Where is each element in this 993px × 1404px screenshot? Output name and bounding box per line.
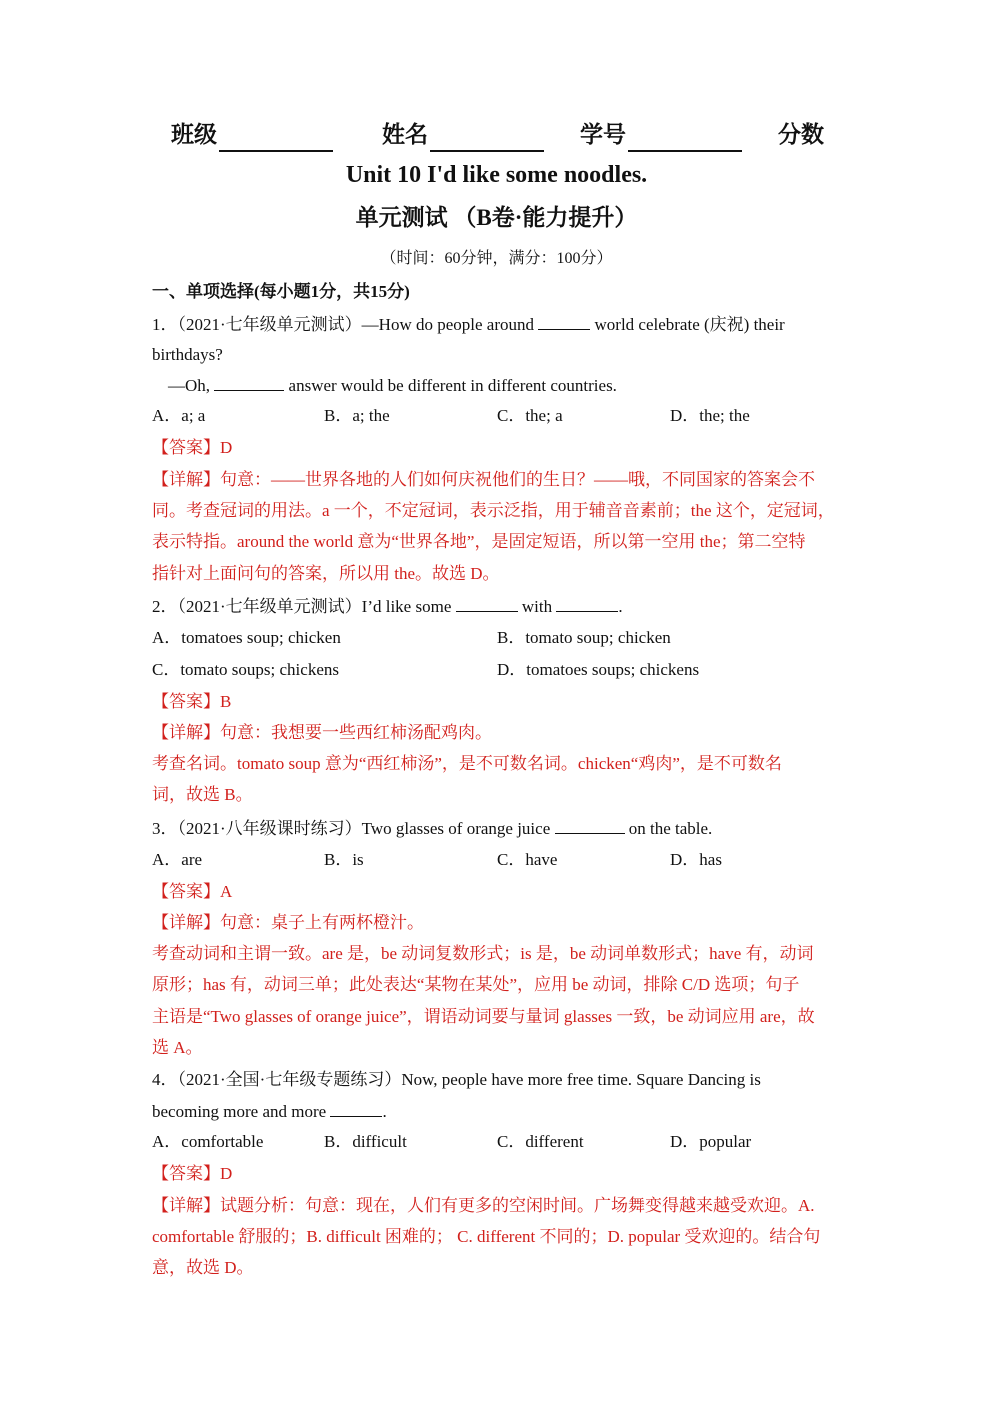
class-label: 班级 <box>171 122 217 147</box>
name-label: 姓名 <box>382 122 428 147</box>
q2-option-c: C．tomato soups; chickens <box>152 660 339 679</box>
q4-answer: 【答案】D <box>152 1164 233 1183</box>
student-id-blank[interactable] <box>628 124 742 152</box>
q1-answer: 【答案】D <box>152 438 233 457</box>
q1-option-d: D．the; the <box>670 406 750 425</box>
score-label: 分数 <box>778 122 824 147</box>
q2-explain-line1: 【详解】句意：我想要一些西红柿汤配鸡肉。 <box>152 723 492 742</box>
class-field <box>171 118 333 152</box>
q3-option-a: A．are <box>152 850 203 869</box>
unit-title: Unit 10 I'd like some noodles. <box>345 162 648 188</box>
q1-explain-line1: 【详解】句意：——世界各地的人们如何庆祝他们的生日？——哦，不同国家的答案会不 <box>152 470 815 489</box>
q1-stem-line1: 1．（2021·七年级单元测试）—How do people around world celebrate (庆祝) their <box>152 315 785 334</box>
score-field <box>778 118 824 152</box>
q3-answer: 【答案】A <box>152 882 233 901</box>
q1-stem-line2: birthdays? <box>152 345 223 364</box>
q1-explain-line3: 表示特指。around the world 意为“世界各地”，是固定短语，所以第一空用 the；第二空特 <box>152 532 806 551</box>
q3-explain-line3: 原形；has 有，动词三单；此处表达“某物在某处”，应用 be 动词，排除 C/D 选项；句子 <box>152 975 800 994</box>
time-info: （时间：60分钟，满分：100分） <box>380 250 613 267</box>
q4-option-d: D．popular <box>670 1132 752 1151</box>
q3-option-c: C．have <box>497 850 558 869</box>
q1-explain-line2: 同。考查冠词的用法。a 一个，不定冠词，表示泛指，用于辅音音素前；the 这个，定冠词， <box>152 501 835 520</box>
q1-stem-line3: —Oh, answer would be different in different countries. <box>168 376 617 395</box>
q1-blank-1 <box>538 313 590 330</box>
q4-explain-line1: 【详解】试题分析：句意：现在，人们有更多的空闲时间。广场舞变得越来越受欢迎。A. <box>152 1196 815 1215</box>
q3-stem: 3．（2021·八年级课时练习）Two glasses of orange juice on the table. <box>152 819 713 838</box>
q2-explain-line2: 考查名词。tomato soup 意为“西红柿汤”，是不可数名词。chicken“鸡肉”，是不可数名 <box>152 754 782 773</box>
q4-explain-line2: comfortable 舒服的；B. difficult 困难的； C. different 不同的；D. popular 受欢迎的。结合句 <box>152 1227 821 1246</box>
q2-stem: 2．（2021·七年级单元测试）I’d like some with . <box>152 597 623 616</box>
q4-stem-line2: becoming more and more . <box>152 1102 387 1121</box>
q2-answer: 【答案】B <box>152 692 232 711</box>
q1-blank-2 <box>214 374 284 391</box>
q4-option-c: C．different <box>497 1132 584 1151</box>
q2-explain-line3: 词，故选 B。 <box>152 785 253 804</box>
q3-explain-line5: 选 A。 <box>152 1038 203 1057</box>
q1-explain-line4: 指针对上面问句的答案，所以用 the。故选 D。 <box>152 564 500 583</box>
q4-blank <box>330 1100 382 1117</box>
q4-option-b: B．difficult <box>324 1132 407 1151</box>
class-blank[interactable] <box>219 124 333 152</box>
q3-blank <box>555 817 625 834</box>
q2-option-d: D．tomatoes soups; chickens <box>497 660 700 679</box>
q3-explain-line4: 主语是“Two glasses of orange juice”，谓语动词要与量词 glasses 一致，be 动词应用 are，故 <box>152 1007 815 1026</box>
name-blank[interactable] <box>430 124 544 152</box>
test-subtitle: 单元测试 （B卷·能力提升） <box>355 205 638 230</box>
q2-blank-1 <box>456 595 518 612</box>
student-id-field <box>580 118 742 152</box>
student-info-row <box>0 118 993 152</box>
q3-option-d: D．has <box>670 850 722 869</box>
q3-option-b: B．is <box>324 850 364 869</box>
q2-option-b: B．tomato soup; chicken <box>497 628 671 647</box>
q4-option-a: A．comfortable <box>152 1132 264 1151</box>
q3-explain-line2: 考查动词和主谓一致。are 是，be 动词复数形式；is 是，be 动词单数形式；have 有，动词 <box>152 944 814 963</box>
q3-explain-line1: 【详解】句意：桌子上有两杯橙汁。 <box>152 913 424 932</box>
q2-blank-2 <box>556 595 618 612</box>
q1-option-b: B．a; the <box>324 406 390 425</box>
q1-option-a: A．a; a <box>152 406 206 425</box>
q4-stem-line1: 4．（2021·全国·七年级专题练习）Now, people have more free time. Square Dancing is <box>152 1070 761 1089</box>
section-heading: 一、单项选择(每小题1分，共15分) <box>152 282 410 301</box>
q1-option-c: C．the; a <box>497 406 563 425</box>
name-field <box>382 118 544 152</box>
q2-option-a: A．tomatoes soup; chicken <box>152 628 341 647</box>
q4-explain-line3: 意，故选 D。 <box>152 1258 254 1277</box>
student-id-label: 学号 <box>580 122 626 147</box>
